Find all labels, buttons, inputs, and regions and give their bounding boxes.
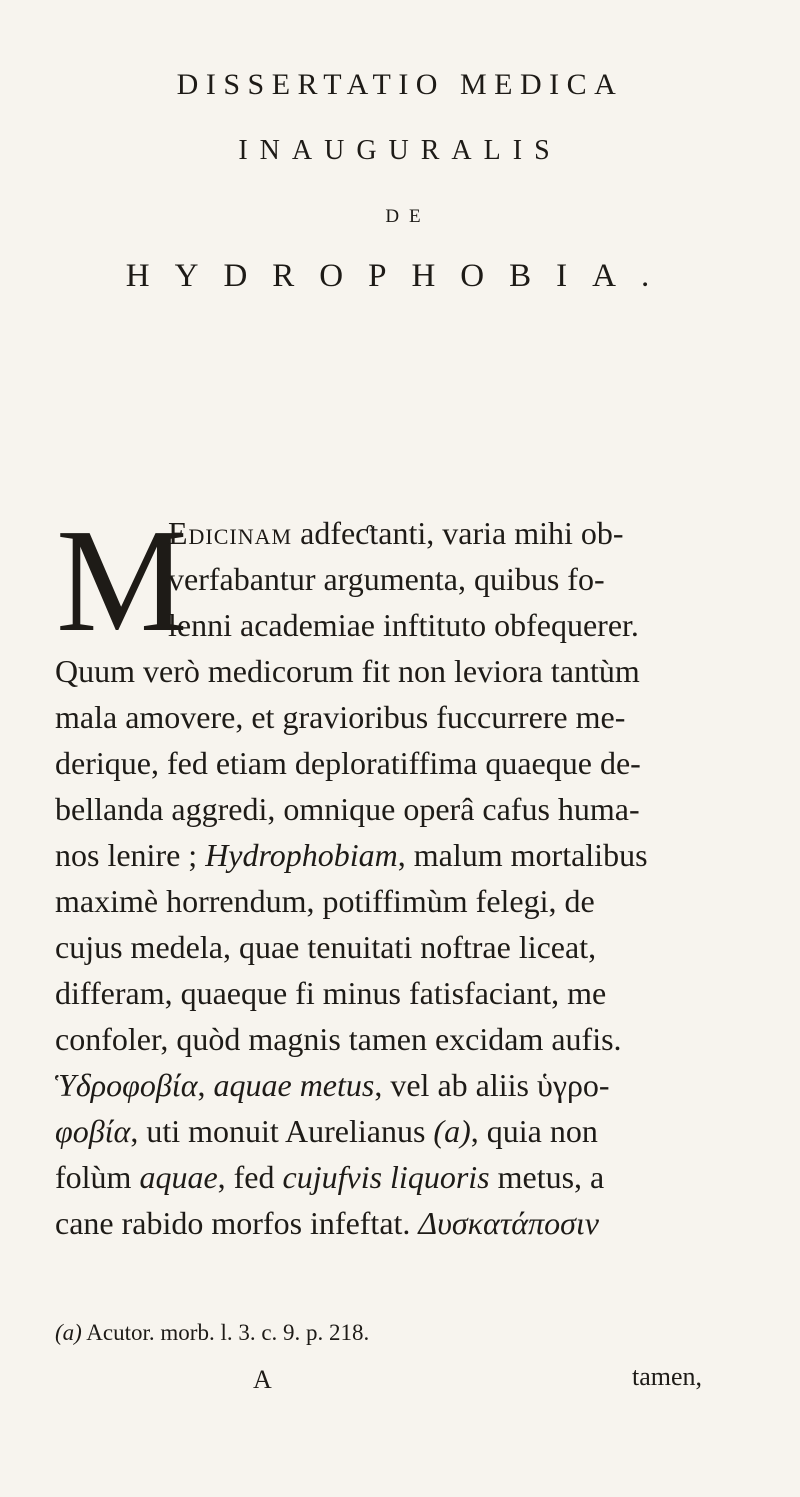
title-de: DE bbox=[385, 206, 431, 227]
catchword: tamen, bbox=[632, 1362, 703, 1391]
body-line-11: differam, quaeque fi minus fatisfaciant, me bbox=[55, 975, 607, 1011]
title-dissertatio-medica: DISSERTATIO MEDICA bbox=[176, 68, 624, 101]
body-line-14: φοβία, uti monuit Aurelianus (a), quia non bbox=[55, 1113, 598, 1149]
body-line-12: confoler, quòd magnis tamen excidam aufis. bbox=[55, 1021, 622, 1057]
small-caps-word: Edicinam bbox=[168, 515, 293, 551]
body-line-1: Edicinam adfeƈtanti, varia mihi ob- bbox=[168, 515, 624, 551]
body-line-13: Ὑδροφοβία, aquae metus, vel ab aliis ὑγρο- bbox=[55, 1067, 610, 1103]
body-line-4: Quum verò medicorum fit non leviora tantùm bbox=[55, 653, 640, 689]
title-hydrophobia: HYDROPHOBIA. bbox=[125, 258, 675, 294]
body-line-2: verfabantur argumenta, quibus fo- bbox=[168, 561, 605, 597]
footnote: (a) Acutor. morb. l. 3. c. 9. p. 218. bbox=[55, 1320, 370, 1345]
body-line-7: bellanda aggredi, omnique operâ cafus huma- bbox=[55, 791, 640, 827]
body-line-10: cujus medela, quae tenuitati noftrae liceat, bbox=[55, 929, 597, 965]
body-line-16: cane rabido morfos infeftat. Δυσκατάποσιν bbox=[55, 1205, 599, 1241]
body-line-9: maximè horrendum, potiffimùm felegi, de bbox=[55, 883, 595, 919]
body-line-8: nos lenire ; Hydrophobiam, malum mortalibus bbox=[55, 837, 648, 873]
body-line-5: mala amovere, et gravioribus fuccurrere me- bbox=[55, 699, 626, 735]
body-line-15: folùm aquae, fed cujufvis liquoris metus, a bbox=[55, 1159, 605, 1195]
body-line-3: lenni academiae inftituto obfequerer. bbox=[168, 607, 639, 643]
title-inauguralis: INAUGURALIS bbox=[238, 135, 562, 166]
body-line-6: derique, fed etiam deploratiffima quaeque de- bbox=[55, 745, 641, 781]
signature-mark: A bbox=[253, 1365, 272, 1394]
drop-cap: M bbox=[56, 499, 188, 663]
